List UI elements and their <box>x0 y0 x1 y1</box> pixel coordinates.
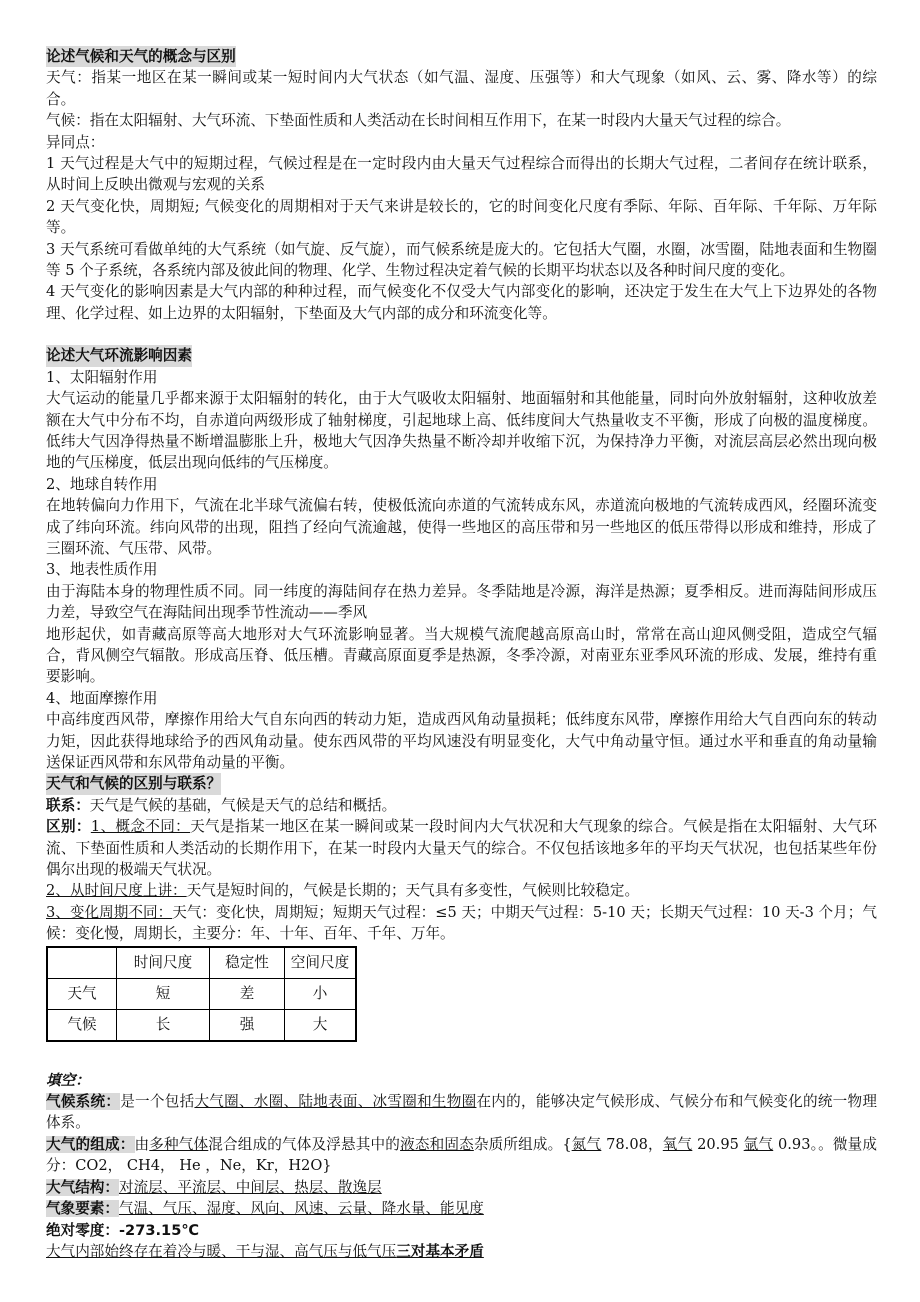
section-title: 论述气候和天气的概念与区别 <box>46 46 236 67</box>
section-circulation-factors <box>46 345 877 773</box>
paragraph: 3、地表性质作用 <box>46 561 158 579</box>
section-title: 天气和气候的区别与联系？ <box>46 773 221 794</box>
paragraph-difference-3: 3、变化周期不同：天气：变化快，周期短；短期天气过程：≤5 天；中期天气过程：5-10 天；长期天气过程：10 天-3 个月；气候：变化慢，周期长，主要分：年、十年、百年、千年、万年。 <box>46 903 877 943</box>
paragraph-basic-contradictions: 大气内部始终存在着冷与暖、干与湿、高气压与低气压三对基本矛盾 <box>46 1242 484 1260</box>
paragraph: 大气运动的能量几乎都来源于太阳辐射的转化，由于大气吸收太阳辐射、地面辐射和其他能量，同时向外放射辐射，这种收放差额在大气中分布不均，自赤道向两级形成了轴射梯度，引起地球上高、低纬度间大气热量收支不平衡，形成了向极的温度梯度。低纬大气因净得热量不断增温膨胀上升，极地大气因净失热量不断冷却并收缩下沉，为保持净力平衡，对流层高层必然出现向极地的气压梯度，低层出现向低纬的气压梯度。 <box>46 390 877 472</box>
paragraph-atmosphere-composition: 大气的组成：由多种气体混合组成的气体及浮悬其中的液态和固态杂质所组成。{氮气 78.08，氧气 20.95 氩气 0.93。。微量成分：CO2， CH4， He ，Ne，Kr，H2O} <box>46 1135 877 1175</box>
paragraph: 1、太阳辐射作用 <box>46 368 158 386</box>
section-climate-weather-concepts <box>46 46 877 324</box>
paragraph: 异同点： <box>46 133 105 151</box>
table-row: 气候 长 强 大 <box>47 1009 356 1041</box>
comparison-table <box>46 946 357 1042</box>
paragraph: 1 天气过程是大气中的短期过程，气候过程是在一定时段内由大量天气过程综合而得出的长期大气过程，二者间存在统计联系，从时间上反映出微观与宏观的关系 <box>46 155 877 194</box>
paragraph: 4 天气变化的影响因素是大气内部的种种过程，而气候变化不仅受大气内部变化的影响，还决定于发生在大气上下边界处的各物理、化学过程、如上边界的太阳辐射，下垫面及大气内部的成分和环流变化等。 <box>46 283 877 322</box>
paragraph: 3 天气系统可看做单纯的大气系统（如气旋、反气旋），而气候系统是庞大的。它包括大气圈，水圈，冰雪圈，陆地表面和生物圈等 5 个子系统，各系统内部及彼此间的物理、化学、生物过程决定着气候的长期平均状态以及各种时间尺度的变化。 <box>46 240 877 280</box>
table-header-row: 时间尺度 稳定性 空间尺度 <box>47 947 356 979</box>
paragraph-climate-system: 气候系统：是一个包括大气圈、水圈、陆地表面、冰雪圈和生物圈在内的，能够决定气候形成、气候分布和气候变化的统一物理体系。 <box>46 1093 877 1132</box>
paragraph: 2、地球自转作用 <box>46 475 158 493</box>
paragraph-difference-1: 区别：1、概念不同：天气是指某一地区在某一瞬间或某一段时间内大气状况和大气现象的综合。气候是指在太阳辐射、大气环流、下垫面性质和人类活动的长期作用下，在某一时段内大量天气的综合。不仅包括该地多年的平均天气状况，也包括某些年份偶尔出现的极端天气状况。 <box>46 818 877 879</box>
table-row: 天气 短 差 小 <box>47 978 356 1009</box>
paragraph-meteorological-elements: 气象要素：气温、气压、湿度、风向、风速、云量、降水量、能见度 <box>46 1200 484 1218</box>
paragraph: 气候：指在太阳辐射、大气环流、下垫面性质和人类活动在长时间相互作用下，在某一时段内大量天气过程的综合。 <box>46 112 791 130</box>
paragraph-relation: 联系：天气是气候的基础，气候是天气的总结和概括。 <box>46 796 397 814</box>
paragraph: 天气：指某一地区在某一瞬间或某一短时间内大气状态（如气温、湿度、压强等）和大气现象（如风、云、雾、降水等）的综合。 <box>46 69 877 108</box>
paragraph: 2 天气变化快，周期短; 气候变化的周期相对于天气来讲是较长的，它的时间变化尺度有季际、年际、百年际、千年际、万年际等。 <box>46 197 877 237</box>
paragraph-absolute-zero: 绝对零度：-273.15℃ <box>46 1221 200 1239</box>
section-title: 论述大气环流影响因素 <box>46 345 192 366</box>
paragraph: 在地转偏向力作用下，气流在北半球气流偏右转，使极低流向赤道的气流转成东风，赤道流向极地的气流转成西风，经圈环流变成了纬向环流。纬向风带的出现，阻挡了经向气流逾越，使得一些地区的高压带和另一些地区的低压带得以形成和维持，形成了三圈环流、气压带、风带。 <box>46 497 877 557</box>
paragraph: 由于海陆本身的物理性质不同。同一纬度的海陆间存在热力差异。冬季陆地是冷源，海洋是热源；夏季相反。进而海陆间形成压力差，导致空气在海陆间出现季节性流动——季风 <box>46 582 877 622</box>
section-fill-in <box>46 1070 877 1263</box>
section-title: 填空： <box>46 1071 90 1089</box>
paragraph-difference-2: 2、从时间尺度上讲：天气是短时间的，气候是长期的；天气具有多变性，气候则比较稳定。 <box>46 882 640 900</box>
document-page <box>46 46 877 1262</box>
paragraph: 4、地面摩擦作用 <box>46 689 158 707</box>
paragraph-atmosphere-structure: 大气结构：对流层、平流层、中间层、热层、散逸层 <box>46 1178 382 1196</box>
paragraph: 地形起伏，如青藏高原等高大地形对大气环流影响显著。当大规模气流爬越高原高山时，常常在高山迎风侧受阻，造成空气辐合，背风侧空气辐散。形成高压脊、低压槽。青藏高原面夏季是热源，冬季冷源，对南亚东亚季风环流的形成、发展，维持有重要影响。 <box>46 625 877 686</box>
paragraph: 中高纬度西风带，摩擦作用给大气自东向西的转动力矩，造成西风角动量损耗；低纬度东风带，摩擦作用给大气自西向东的转动力矩，因此获得地球给予的西风角动量。使东西风带的平均风速没有明显变化，大气中角动量守恒。通过水平和垂直的角动量输送保证西风带和东风带角动量的平衡。 <box>46 711 877 771</box>
section-difference-relation <box>46 773 877 1041</box>
